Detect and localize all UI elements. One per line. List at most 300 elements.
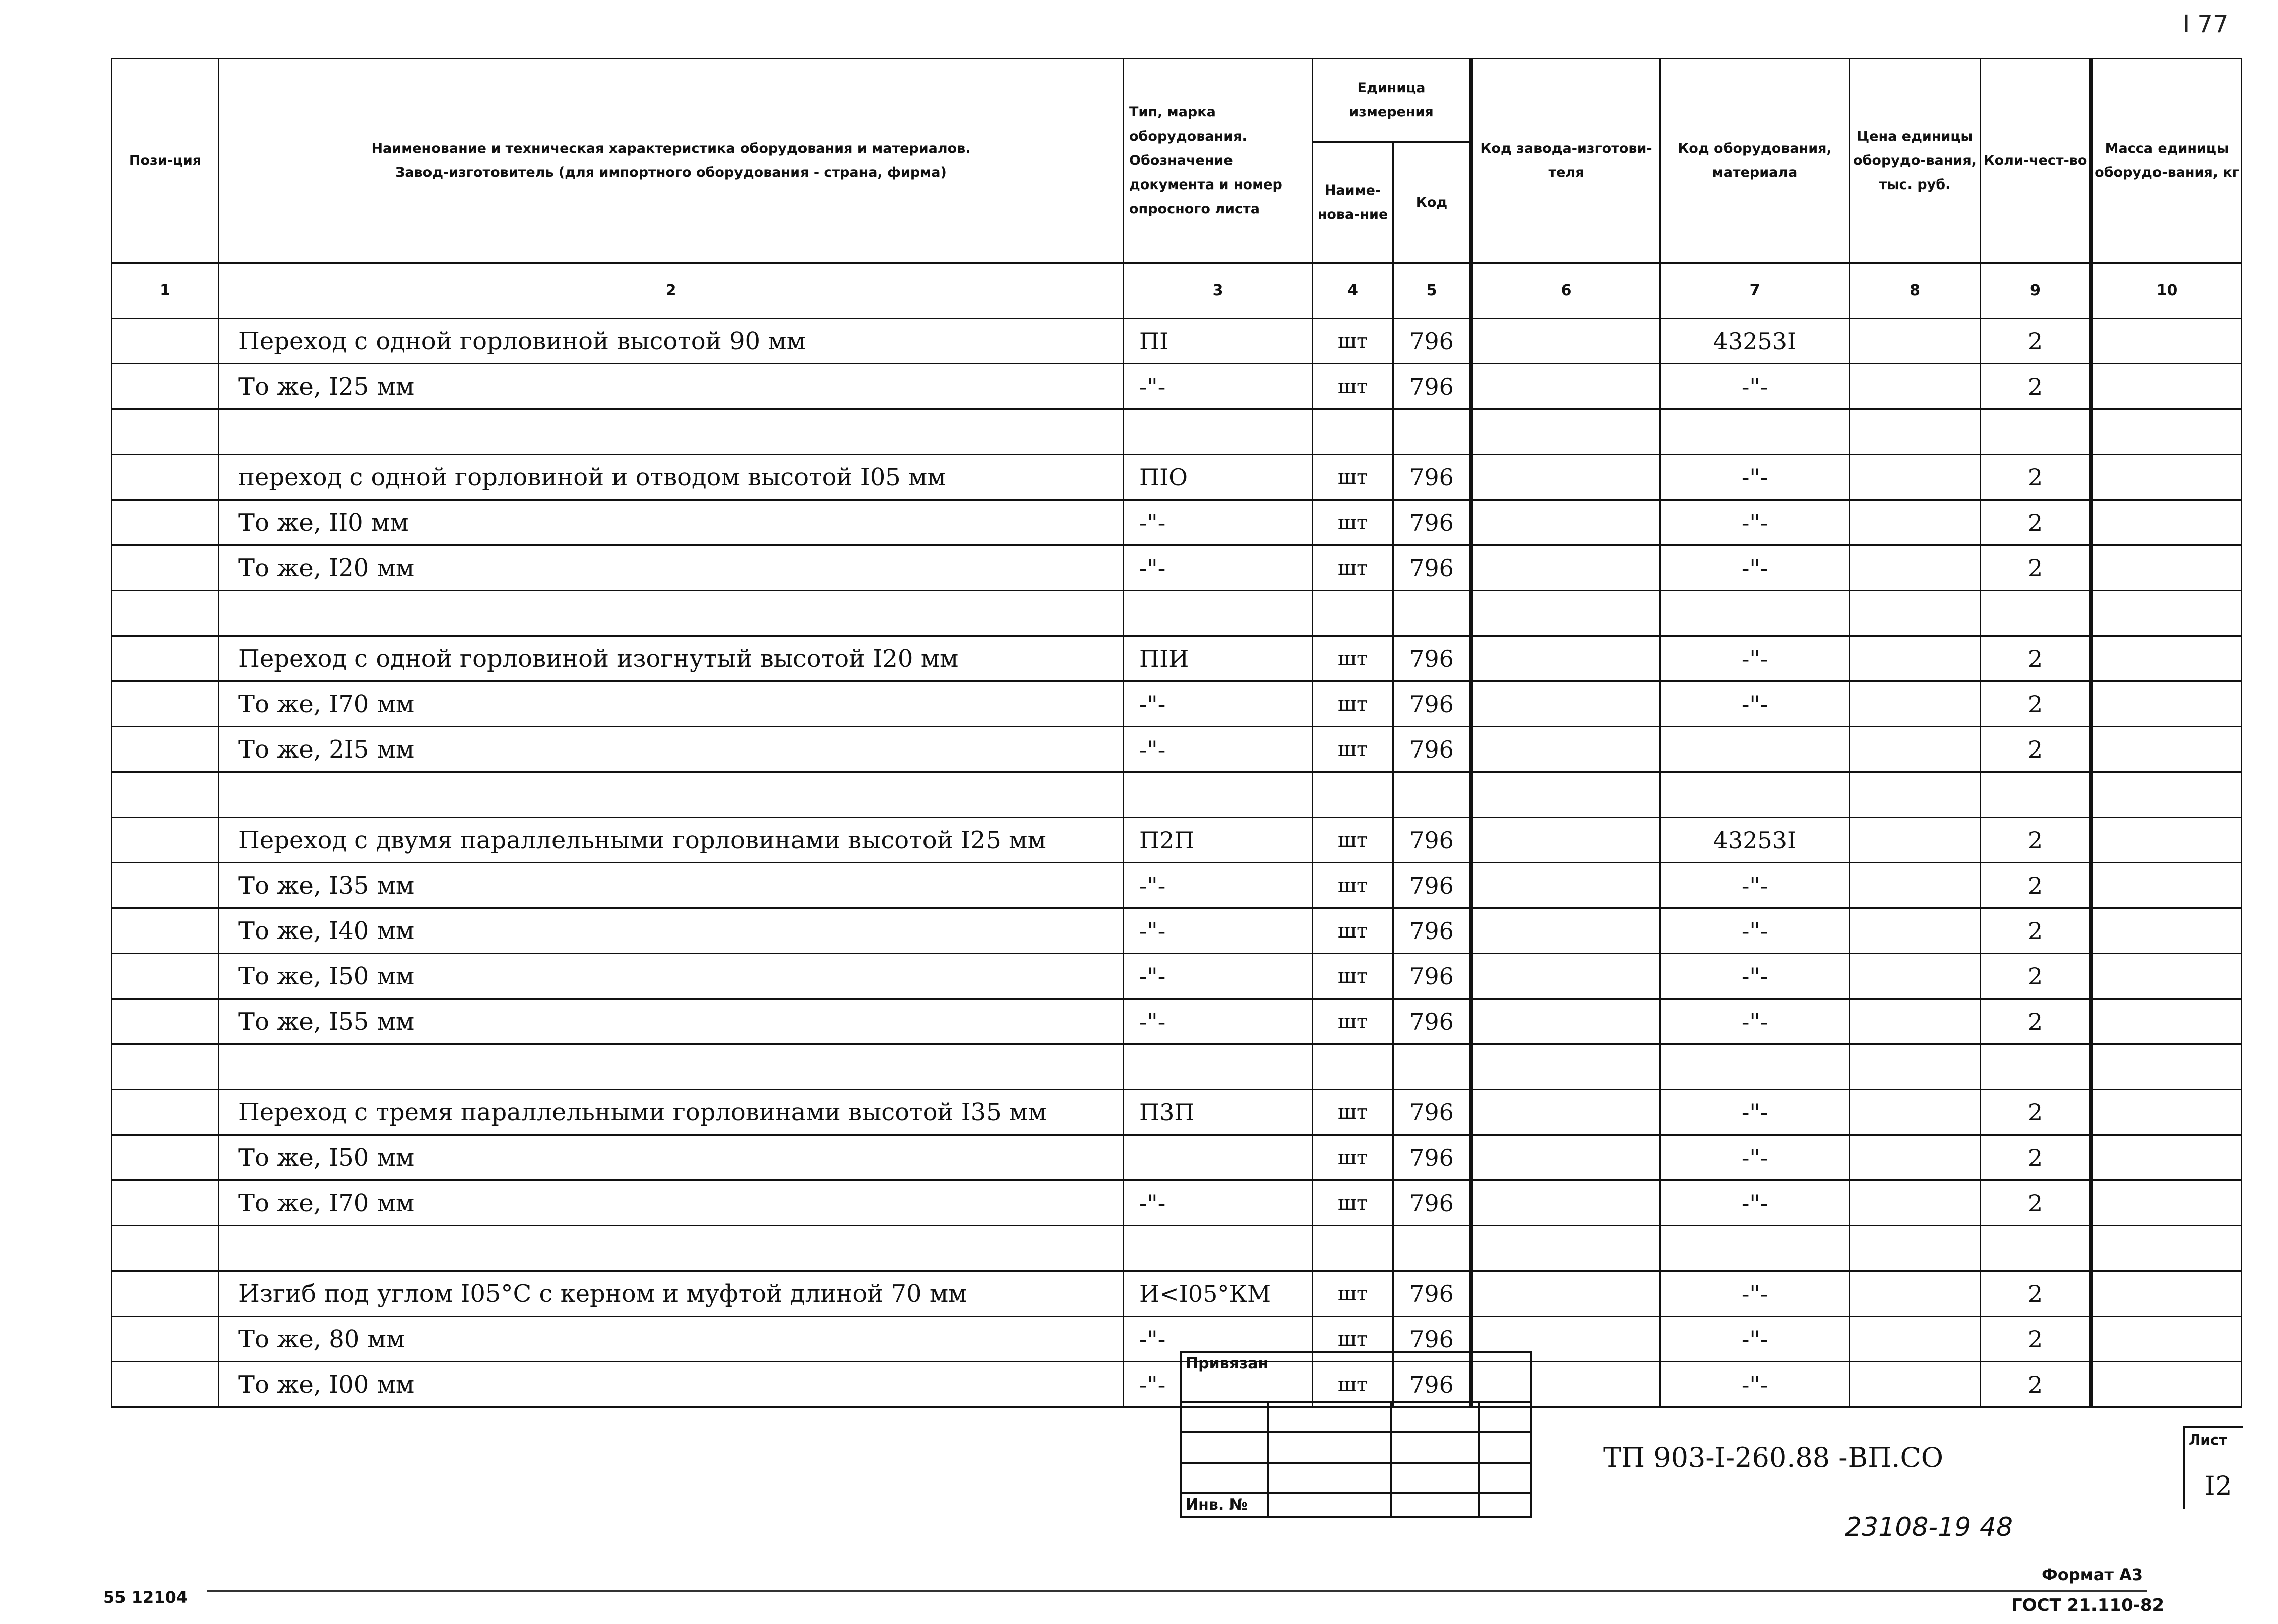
quantity-cell	[1981, 1044, 2091, 1090]
type-cell: -"-	[1124, 727, 1313, 772]
quantity-cell: 2	[1981, 545, 2091, 591]
mass-cell	[2091, 409, 2242, 455]
col-number: 5	[1393, 263, 1471, 319]
unit-code-cell: 796	[1393, 455, 1471, 500]
item-name-cell: То же, 2I5 мм	[219, 727, 1124, 772]
col-number: 1	[112, 263, 219, 319]
bound-stamp-box	[1180, 1351, 1532, 1514]
mass-cell	[2091, 681, 2242, 727]
col-number: 8	[1850, 263, 1981, 319]
table-row	[112, 727, 2242, 772]
price-cell	[1850, 818, 1981, 863]
unit-name-cell: шт	[1313, 908, 1393, 954]
unit-code-cell: 796	[1393, 545, 1471, 591]
type-cell: -"-	[1124, 1362, 1313, 1407]
maker-code-cell	[1471, 1044, 1660, 1090]
table-row	[112, 1090, 2242, 1135]
bound-label: Привязан	[1181, 1352, 1531, 1402]
maker-code-cell	[1471, 1271, 1660, 1317]
table-row	[112, 681, 2242, 727]
table-row	[112, 772, 2242, 818]
unit-code-cell: 796	[1393, 954, 1471, 999]
equipment-code-cell: -"-	[1660, 455, 1850, 500]
inventory-label: Инв. №	[1181, 1493, 1268, 1517]
unit-code-cell: 796	[1393, 1135, 1471, 1180]
col-number: 7	[1660, 263, 1850, 319]
unit-name-cell: шт	[1313, 681, 1393, 727]
item-name-cell	[219, 409, 1124, 455]
price-cell	[1850, 591, 1981, 636]
table-row	[112, 1271, 2242, 1317]
price-cell	[1850, 999, 1981, 1044]
position-cell	[112, 1044, 219, 1090]
quantity-cell: 2	[1981, 455, 2091, 500]
type-cell: -"-	[1124, 545, 1313, 591]
col-number: 10	[2091, 263, 2242, 319]
type-cell	[1124, 1226, 1313, 1271]
item-name-cell: То же, I50 мм	[219, 954, 1124, 999]
maker-code-cell	[1471, 500, 1660, 545]
equipment-code-cell: -"-	[1660, 1271, 1850, 1317]
maker-code-cell	[1471, 863, 1660, 908]
maker-code-cell	[1471, 772, 1660, 818]
mass-cell	[2091, 545, 2242, 591]
position-cell	[112, 1090, 219, 1135]
price-cell	[1850, 1226, 1981, 1271]
header-position: Пози-ция	[112, 59, 219, 263]
position-cell	[112, 681, 219, 727]
col-number: 6	[1471, 263, 1660, 319]
table-row	[112, 863, 2242, 908]
unit-name-cell: шт	[1313, 500, 1393, 545]
unit-code-cell: 796	[1393, 818, 1471, 863]
equipment-code-cell: -"-	[1660, 1362, 1850, 1407]
position-cell	[112, 1226, 219, 1271]
equipment-code-cell: -"-	[1660, 908, 1850, 954]
format-label: Формат А3	[2042, 1565, 2143, 1584]
unit-code-cell	[1393, 409, 1471, 455]
quantity-cell	[1981, 1226, 2091, 1271]
quantity-cell: 2	[1981, 364, 2091, 409]
unit-name-cell: шт	[1313, 863, 1393, 908]
unit-name-cell: шт	[1313, 1317, 1393, 1362]
maker-code-cell	[1471, 636, 1660, 681]
quantity-cell: 2	[1981, 1180, 2091, 1226]
quantity-cell: 2	[1981, 908, 2091, 954]
price-cell	[1850, 455, 1981, 500]
price-cell	[1850, 500, 1981, 545]
unit-code-cell: 796	[1393, 636, 1471, 681]
header-name-line2: Завод-изготовитель (для импортного оборудования - страна, фирма)	[395, 165, 947, 180]
quantity-cell: 2	[1981, 1135, 2091, 1180]
item-name-cell: То же, I55 мм	[219, 999, 1124, 1044]
equipment-code-cell: -"-	[1660, 999, 1850, 1044]
table-row	[112, 954, 2242, 999]
mass-cell	[2091, 772, 2242, 818]
quantity-cell	[1981, 591, 2091, 636]
unit-name-cell	[1313, 591, 1393, 636]
type-cell: П3П	[1124, 1090, 1313, 1135]
item-name-cell: Изгиб под углом I05°С с керном и муфтой длиной 70 мм	[219, 1271, 1124, 1317]
table-row	[112, 1317, 2242, 1362]
price-cell	[1850, 409, 1981, 455]
price-cell	[1850, 545, 1981, 591]
unit-code-cell: 796	[1393, 681, 1471, 727]
position-cell	[112, 455, 219, 500]
unit-name-cell: шт	[1313, 636, 1393, 681]
equipment-code-cell	[1660, 1226, 1850, 1271]
maker-code-cell	[1471, 1090, 1660, 1135]
header-price: Цена единицы оборудо-вания, тыс. руб.	[1850, 59, 1981, 263]
item-name-cell: Переход с одной горловиной изогнутый высотой I20 мм	[219, 636, 1124, 681]
header-type: Тип, марка оборудования. Обозначение документа и номер опросного листа	[1124, 59, 1313, 263]
unit-name-cell	[1313, 409, 1393, 455]
col-number: 2	[219, 263, 1124, 319]
maker-code-cell	[1471, 455, 1660, 500]
item-name-cell	[219, 1044, 1124, 1090]
unit-code-cell: 796	[1393, 319, 1471, 364]
mass-cell	[2091, 863, 2242, 908]
mass-cell	[2091, 1180, 2242, 1226]
unit-code-cell: 796	[1393, 727, 1471, 772]
table-row	[112, 319, 2242, 364]
type-cell: -"-	[1124, 954, 1313, 999]
equipment-code-cell: 43253I	[1660, 818, 1850, 863]
item-name-cell: То же, I00 мм	[219, 1362, 1124, 1407]
type-cell: -"-	[1124, 999, 1313, 1044]
item-name-cell	[219, 772, 1124, 818]
mass-cell	[2091, 319, 2242, 364]
quantity-cell	[1981, 409, 2091, 455]
position-cell	[112, 319, 219, 364]
unit-name-cell	[1313, 1044, 1393, 1090]
maker-code-cell	[1471, 364, 1660, 409]
table-row	[112, 545, 2242, 591]
unit-name-cell	[1313, 1226, 1393, 1271]
price-cell	[1850, 1180, 1981, 1226]
equipment-code-cell: -"-	[1660, 1317, 1850, 1362]
table-row	[112, 636, 2242, 681]
header-quantity: Коли-чест-во	[1981, 59, 2091, 263]
price-cell	[1850, 954, 1981, 999]
item-name-cell: То же, I70 мм	[219, 681, 1124, 727]
table-row	[112, 908, 2242, 954]
maker-code-cell	[1471, 818, 1660, 863]
price-cell	[1850, 1362, 1981, 1407]
header-equipment-code: Код оборудования, материала	[1660, 59, 1850, 263]
price-cell	[1850, 1090, 1981, 1135]
item-name-cell: То же, II0 мм	[219, 500, 1124, 545]
type-cell: -"-	[1124, 1317, 1313, 1362]
col-number: 4	[1313, 263, 1393, 319]
position-cell	[112, 591, 219, 636]
unit-code-cell: 796	[1393, 1180, 1471, 1226]
mass-cell	[2091, 1317, 2242, 1362]
specification-table	[111, 58, 2242, 1407]
equipment-code-cell: -"-	[1660, 1090, 1850, 1135]
header-row	[112, 59, 2242, 142]
equipment-code-cell	[1660, 409, 1850, 455]
mass-cell	[2091, 727, 2242, 772]
quantity-cell: 2	[1981, 319, 2091, 364]
equipment-code-cell: -"-	[1660, 1135, 1850, 1180]
unit-code-cell: 796	[1393, 999, 1471, 1044]
unit-name-cell: шт	[1313, 727, 1393, 772]
equipment-code-cell	[1660, 1044, 1850, 1090]
position-cell	[112, 500, 219, 545]
unit-code-cell	[1393, 1044, 1471, 1090]
header-name-line1: Наименование и техническая характеристика оборудования и материалов.	[371, 141, 971, 156]
unit-code-cell: 796	[1393, 1317, 1471, 1362]
table-row	[112, 500, 2242, 545]
price-cell	[1850, 681, 1981, 727]
item-name-cell: То же, I70 мм	[219, 1180, 1124, 1226]
type-cell	[1124, 1135, 1313, 1180]
sheet-label: Лист	[2189, 1431, 2227, 1448]
position-cell	[112, 954, 219, 999]
item-name-cell: Переход с двумя параллельными горловинами высотой I25 мм	[219, 818, 1124, 863]
type-cell: -"-	[1124, 500, 1313, 545]
table-row	[112, 1180, 2242, 1226]
position-cell	[112, 545, 219, 591]
quantity-cell	[1981, 772, 2091, 818]
maker-code-cell	[1471, 1135, 1660, 1180]
table-row	[112, 1226, 2242, 1271]
gost-label: ГОСТ 21.110-82	[2011, 1595, 2165, 1615]
maker-code-cell	[1471, 908, 1660, 954]
equipment-code-cell	[1660, 591, 1850, 636]
table-row	[112, 1044, 2242, 1090]
price-cell	[1850, 908, 1981, 954]
price-cell	[1850, 636, 1981, 681]
price-cell	[1850, 772, 1981, 818]
mass-cell	[2091, 1044, 2242, 1090]
type-cell	[1124, 591, 1313, 636]
type-cell	[1124, 1044, 1313, 1090]
type-cell: -"-	[1124, 863, 1313, 908]
equipment-code-cell: -"-	[1660, 636, 1850, 681]
unit-code-cell: 796	[1393, 364, 1471, 409]
table-row	[112, 409, 2242, 455]
sheet-box	[2183, 1426, 2243, 1509]
position-cell	[112, 1362, 219, 1407]
mass-cell	[2091, 818, 2242, 863]
mass-cell	[2091, 1226, 2242, 1271]
top-corner-mark: I 77	[2183, 10, 2229, 38]
position-cell	[112, 1135, 219, 1180]
type-cell	[1124, 772, 1313, 818]
table-row	[112, 999, 2242, 1044]
unit-name-cell: шт	[1313, 954, 1393, 999]
item-name-cell: То же, I35 мм	[219, 863, 1124, 908]
mass-cell	[2091, 1135, 2242, 1180]
mass-cell	[2091, 1271, 2242, 1317]
equipment-code-cell	[1660, 772, 1850, 818]
unit-name-cell	[1313, 772, 1393, 818]
quantity-cell: 2	[1981, 1271, 2091, 1317]
mass-cell	[2091, 636, 2242, 681]
position-cell	[112, 818, 219, 863]
position-cell	[112, 1271, 219, 1317]
price-cell	[1850, 727, 1981, 772]
quantity-cell: 2	[1981, 1090, 2091, 1135]
maker-code-cell	[1471, 409, 1660, 455]
equipment-code-cell: -"-	[1660, 1180, 1850, 1226]
header-unit: Единица измерения	[1313, 59, 1471, 142]
column-number-row	[112, 263, 2242, 319]
position-cell	[112, 772, 219, 818]
item-name-cell: То же, I40 мм	[219, 908, 1124, 954]
mass-cell	[2091, 954, 2242, 999]
type-cell: -"-	[1124, 681, 1313, 727]
type-cell: ПIИ	[1124, 636, 1313, 681]
quantity-cell: 2	[1981, 999, 2091, 1044]
item-name-cell: Переход с тремя параллельными горловинами высотой I35 мм	[219, 1090, 1124, 1135]
type-cell: П2П	[1124, 818, 1313, 863]
quantity-cell: 2	[1981, 954, 2091, 999]
unit-code-cell: 796	[1393, 1271, 1471, 1317]
unit-name-cell: шт	[1313, 1090, 1393, 1135]
equipment-code-cell	[1660, 727, 1850, 772]
maker-code-cell	[1471, 999, 1660, 1044]
unit-code-cell: 796	[1393, 1090, 1471, 1135]
mass-cell	[2091, 1090, 2242, 1135]
price-cell	[1850, 1317, 1981, 1362]
equipment-code-cell: -"-	[1660, 863, 1850, 908]
unit-name-cell: шт	[1313, 364, 1393, 409]
position-cell	[112, 364, 219, 409]
price-cell	[1850, 1135, 1981, 1180]
equipment-code-cell: -"-	[1660, 364, 1850, 409]
bottom-divider	[207, 1590, 2147, 1592]
unit-name-cell: шт	[1313, 319, 1393, 364]
equipment-code-cell: -"-	[1660, 500, 1850, 545]
item-name-cell: То же, I25 мм	[219, 364, 1124, 409]
price-cell	[1850, 319, 1981, 364]
col-number: 3	[1124, 263, 1313, 319]
table-row	[112, 364, 2242, 409]
header-unit-name: Наиме-нова-ние	[1313, 142, 1393, 263]
maker-code-cell	[1471, 727, 1660, 772]
unit-name-cell: шт	[1313, 1180, 1393, 1226]
quantity-cell: 2	[1981, 727, 2091, 772]
item-name-cell: То же, 80 мм	[219, 1317, 1124, 1362]
type-cell: -"-	[1124, 908, 1313, 954]
item-name-cell: То же, I50 мм	[219, 1135, 1124, 1180]
unit-code-cell: 796	[1393, 908, 1471, 954]
type-cell: -"-	[1124, 364, 1313, 409]
position-cell	[112, 1180, 219, 1226]
quantity-cell: 2	[1981, 636, 2091, 681]
equipment-code-cell: 43253I	[1660, 319, 1850, 364]
table-row	[112, 1135, 2242, 1180]
mass-cell	[2091, 455, 2242, 500]
equipment-code-cell: -"-	[1660, 681, 1850, 727]
maker-code-cell	[1471, 1226, 1660, 1271]
price-cell	[1850, 1044, 1981, 1090]
quantity-cell: 2	[1981, 681, 2091, 727]
maker-code-cell	[1471, 681, 1660, 727]
table-row	[112, 1362, 2242, 1407]
unit-code-cell	[1393, 772, 1471, 818]
mass-cell	[2091, 500, 2242, 545]
unit-name-cell: шт	[1313, 1271, 1393, 1317]
price-cell	[1850, 863, 1981, 908]
mass-cell	[2091, 908, 2242, 954]
type-cell	[1124, 409, 1313, 455]
sheet-number: I2	[2205, 1471, 2232, 1502]
table-row	[112, 455, 2242, 500]
item-name-cell: То же, I20 мм	[219, 545, 1124, 591]
unit-code-cell: 796	[1393, 1362, 1471, 1407]
table-row	[112, 818, 2242, 863]
unit-name-cell: шт	[1313, 1135, 1393, 1180]
unit-name-cell: шт	[1313, 999, 1393, 1044]
mass-cell	[2091, 999, 2242, 1044]
quantity-cell: 2	[1981, 818, 2091, 863]
quantity-cell: 2	[1981, 1317, 2091, 1362]
position-cell	[112, 908, 219, 954]
mass-cell	[2091, 364, 2242, 409]
position-cell	[112, 1317, 219, 1362]
maker-code-cell	[1471, 545, 1660, 591]
price-cell	[1850, 1271, 1981, 1317]
archive-stamp: 55 12104	[103, 1588, 188, 1607]
header-unit-code: Код	[1393, 142, 1471, 263]
maker-code-cell	[1471, 319, 1660, 364]
document-number: ТП 903-I-260.88 -ВП.СО	[1603, 1442, 1944, 1473]
type-cell: ПI	[1124, 319, 1313, 364]
position-cell	[112, 999, 219, 1044]
position-cell	[112, 409, 219, 455]
unit-code-cell: 796	[1393, 500, 1471, 545]
quantity-cell: 2	[1981, 500, 2091, 545]
mass-cell	[2091, 1362, 2242, 1407]
handwritten-number: 23108-19 48	[1845, 1512, 2013, 1542]
unit-code-cell	[1393, 591, 1471, 636]
unit-name-cell: шт	[1313, 545, 1393, 591]
position-cell	[112, 863, 219, 908]
position-cell	[112, 636, 219, 681]
quantity-cell: 2	[1981, 863, 2091, 908]
header-maker-code: Код завода-изготови-теля	[1471, 59, 1660, 263]
mass-cell	[2091, 591, 2242, 636]
equipment-code-cell: -"-	[1660, 954, 1850, 999]
unit-code-cell	[1393, 1226, 1471, 1271]
item-name-cell: Переход с одной горловиной высотой 90 мм	[219, 319, 1124, 364]
price-cell	[1850, 364, 1981, 409]
type-cell: -"-	[1124, 1180, 1313, 1226]
type-cell: И<I05°КМ	[1124, 1271, 1313, 1317]
position-cell	[112, 727, 219, 772]
item-name-cell	[219, 591, 1124, 636]
unit-name-cell: шт	[1313, 455, 1393, 500]
header-mass: Масса единицы оборудо-вания, кг	[2091, 59, 2242, 263]
table-row	[112, 591, 2242, 636]
col-number: 9	[1981, 263, 2091, 319]
item-name-cell: переход с одной горловиной и отводом высотой I05 мм	[219, 455, 1124, 500]
maker-code-cell	[1471, 1180, 1660, 1226]
item-name-cell	[219, 1226, 1124, 1271]
quantity-cell: 2	[1981, 1362, 2091, 1407]
unit-name-cell: шт	[1313, 818, 1393, 863]
unit-name-cell: шт	[1313, 1362, 1393, 1407]
maker-code-cell	[1471, 954, 1660, 999]
header-name	[219, 59, 1124, 263]
equipment-code-cell: -"-	[1660, 545, 1850, 591]
unit-code-cell: 796	[1393, 863, 1471, 908]
maker-code-cell	[1471, 591, 1660, 636]
